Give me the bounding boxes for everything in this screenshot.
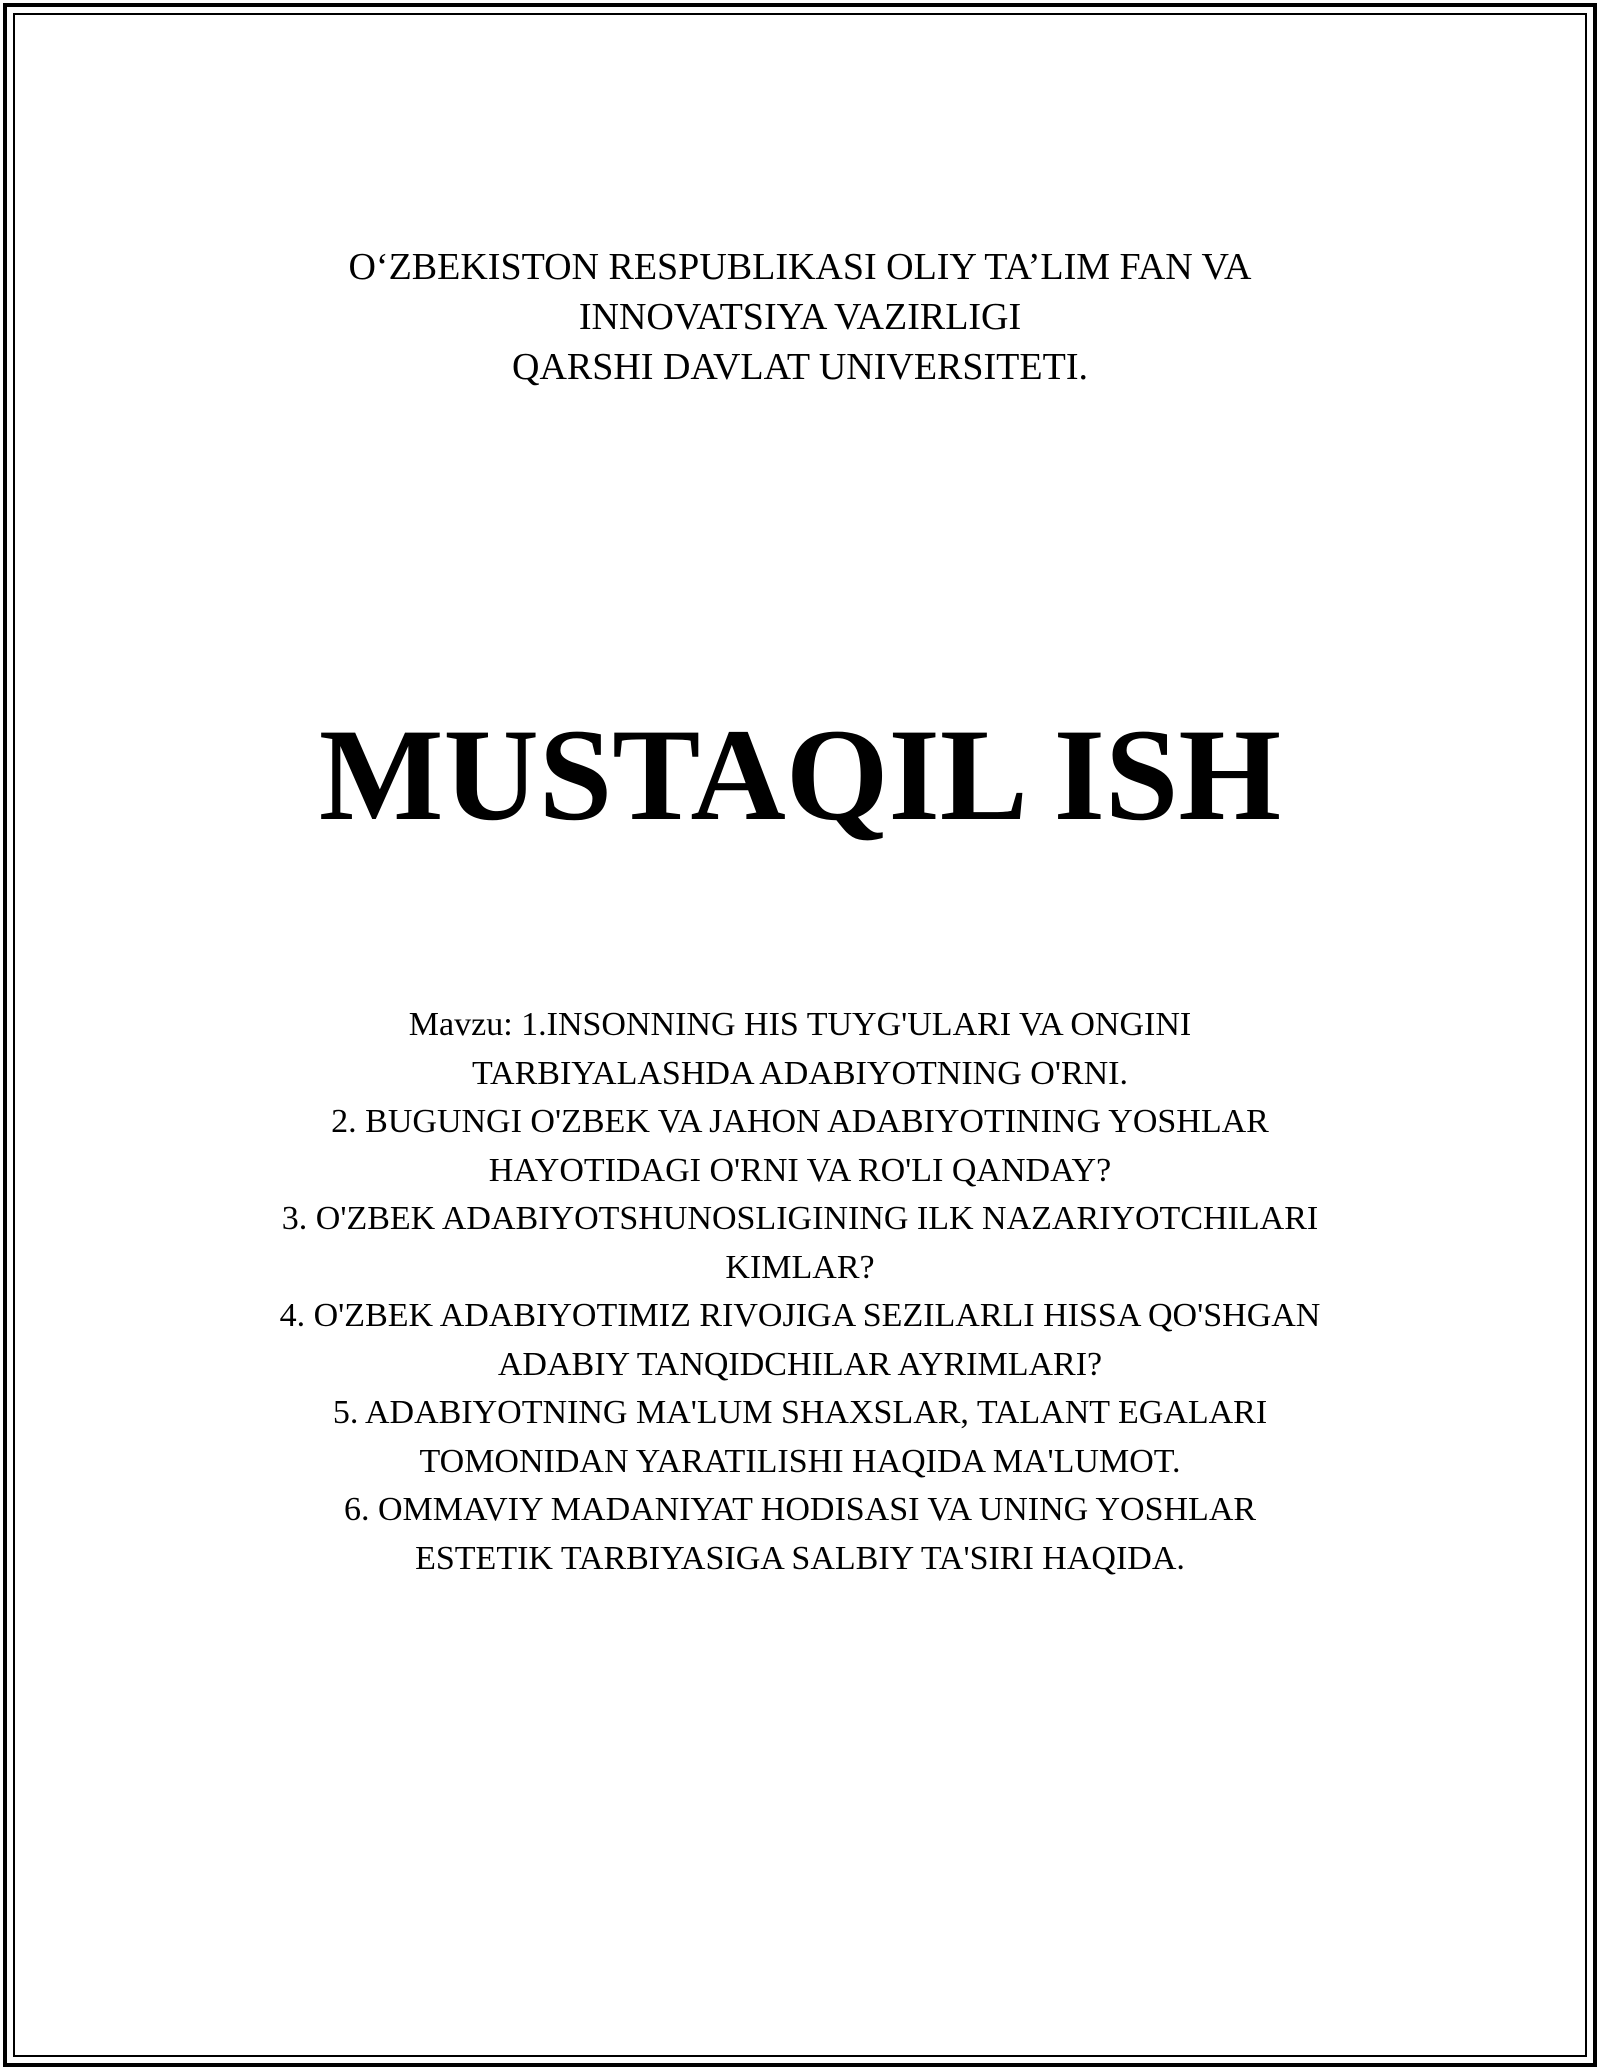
header-line: O‘ZBEKISTON RESPUBLIKASI OLIY TA’LIM FAN VA: [348, 246, 1252, 288]
header-line: INNOVATSIYA VAZIRLIGI: [578, 296, 1022, 338]
document-title: MUSTAQIL ISH: [318, 701, 1282, 848]
topic-line: TARBIYALASHDA ADABIYOTNING O'RNI.: [471, 1054, 1128, 1092]
topic-line: HAYOTIDAGI O'RNI VA RO'LI QANDAY?: [488, 1151, 1112, 1189]
topic-line: 2. BUGUNGI O'ZBEK VA JAHON ADABIYOTINING YOSHLAR: [331, 1103, 1269, 1140]
topic-line: Mavzu: 1.INSONNING HIS TUYG'ULARI VA ONGINI: [408, 1006, 1192, 1043]
topic-line: ESTETIK TARBIYASIGA SALBIY TA'SIRI HAQIDA.: [415, 1539, 1185, 1577]
topic-line: 4. O'ZBEK ADABIYOTIMIZ RIVOJIGA SEZILARLI HISSA QO'SHGAN: [279, 1297, 1321, 1334]
topic-line: KIMLAR?: [725, 1248, 875, 1286]
institution-header: [0, 242, 1600, 392]
topic-line: 3. O'ZBEK ADABIYOTSHUNOSLIGINING ILK NAZARIYOTCHILARI: [281, 1200, 1319, 1237]
topic-line: 5. ADABIYOTNING MA'LUM SHAXSLAR, TALANT EGALARI: [332, 1394, 1268, 1431]
topic-line: TOMONIDAN YARATILISHI HAQIDA MA'LUMOT.: [419, 1442, 1181, 1480]
header-line: QARSHI DAVLAT UNIVERSITETI.: [512, 346, 1088, 388]
topic-line: ADABIY TANQIDCHILAR AYRIMLARI?: [497, 1345, 1103, 1383]
topic-list: [0, 1001, 1600, 1583]
topic-line: 6. OMMAVIY MADANIYAT HODISASI VA UNING YOSHLAR: [343, 1491, 1257, 1528]
